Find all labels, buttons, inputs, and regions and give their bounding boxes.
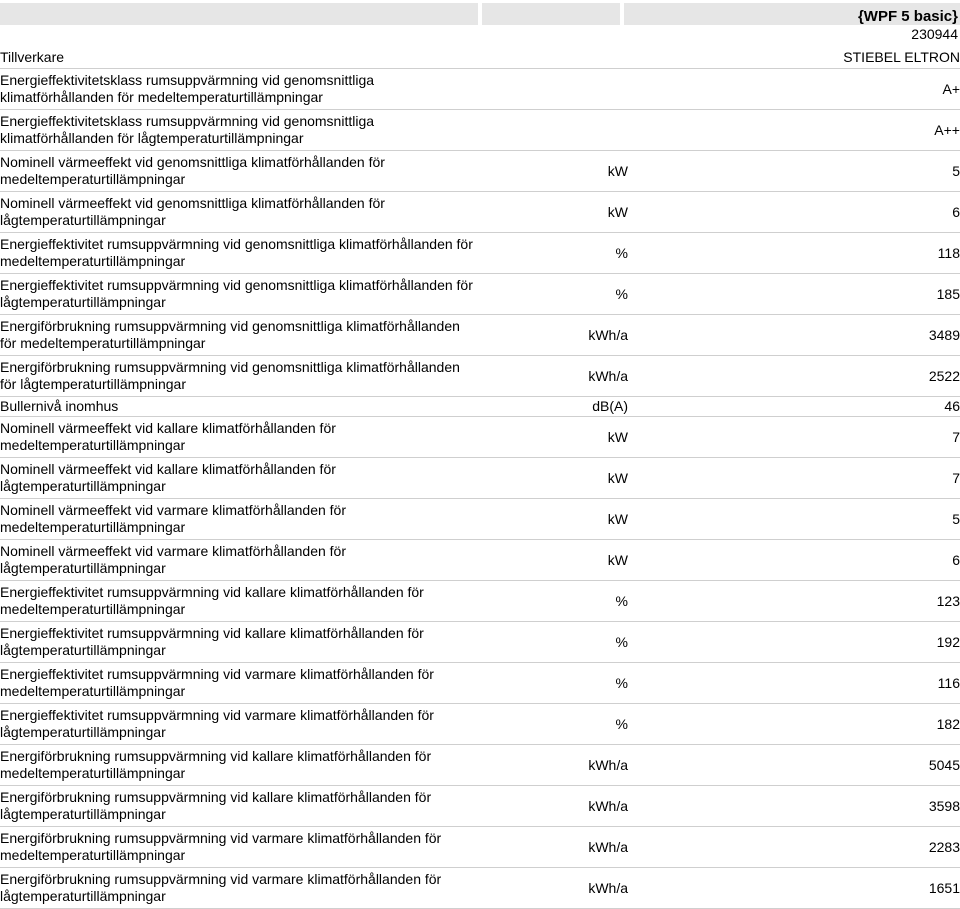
row-label: Energieffektivitetsklass rumsuppvärmning vid genomsnittliga klimatförhållanden för lågtemperaturtillämpningar [0, 110, 480, 151]
row-value: 182 [628, 704, 960, 745]
row-unit: kW [480, 192, 628, 233]
row-label: Nominell värmeeffekt vid genomsnittliga klimatförhållanden för lågtemperaturtillämpningar [0, 192, 480, 233]
row-value: 118 [628, 233, 960, 274]
row-unit: kW [480, 458, 628, 499]
row-label: Nominell värmeeffekt vid kallare klimatförhållanden för lågtemperaturtillämpningar [0, 458, 480, 499]
row-value: 1651 [628, 868, 960, 909]
row-label: Energieffektivitet rumsuppvärmning vid genomsnittliga klimatförhållanden för lågtemperaturtillämpningar [0, 274, 480, 315]
table-row [0, 868, 960, 909]
table-row [0, 356, 960, 397]
row-unit: % [480, 274, 628, 315]
row-unit: kWh/a [480, 315, 628, 356]
row-label: Energieffektivitet rumsuppvärmning vid genomsnittliga klimatförhållanden för medeltemperaturtillämpningar [0, 233, 480, 274]
row-value: 116 [628, 663, 960, 704]
row-value: 3598 [628, 786, 960, 827]
row-value: 7 [628, 458, 960, 499]
table-row [0, 397, 960, 417]
row-value: 6 [628, 540, 960, 581]
table-row [0, 192, 960, 233]
row-label: Energieffektivitet rumsuppvärmning vid kallare klimatförhållanden för medeltemperaturtillämpningar [0, 581, 480, 622]
article-number: 230944 [911, 26, 958, 42]
row-unit: kW [480, 151, 628, 192]
row-value: 185 [628, 274, 960, 315]
row-unit: kW [480, 417, 628, 458]
model-name: {WPF 5 basic} [857, 8, 958, 25]
table-row [0, 663, 960, 704]
table-row [0, 458, 960, 499]
row-label: Nominell värmeeffekt vid varmare klimatförhållanden för lågtemperaturtillämpningar [0, 540, 480, 581]
row-label: Tillverkare [0, 47, 480, 69]
row-label: Energiförbrukning rumsuppvärmning vid varmare klimatförhållanden för medeltemperaturtillämpningar [0, 827, 480, 868]
header-cell-label [0, 3, 478, 25]
table-row [0, 581, 960, 622]
row-unit: kW [480, 540, 628, 581]
row-value: 5 [628, 151, 960, 192]
table-row [0, 233, 960, 274]
row-unit [480, 110, 628, 151]
row-unit: dB(A) [480, 397, 628, 417]
table-row [0, 315, 960, 356]
table-row [0, 110, 960, 151]
table-row [0, 786, 960, 827]
row-value: 7 [628, 417, 960, 458]
row-value: A+ [628, 69, 960, 110]
row-unit: kWh/a [480, 745, 628, 786]
table-row [0, 274, 960, 315]
table-row [0, 151, 960, 192]
row-unit: % [480, 622, 628, 663]
row-label: Bullernivå inomhus [0, 397, 480, 417]
row-label: Energiförbrukning rumsuppvärmning vid varmare klimatförhållanden för lågtemperaturtillämpningar [0, 868, 480, 909]
row-label: Energiförbrukning rumsuppvärmning vid genomsnittliga klimatförhållanden för lågtemperaturtillämpningar [0, 356, 480, 397]
row-label: Nominell värmeeffekt vid kallare klimatförhållanden för medeltemperaturtillämpningar [0, 417, 480, 458]
table-row [0, 622, 960, 663]
row-unit [480, 47, 628, 69]
row-value: 5045 [628, 745, 960, 786]
row-label: Energieffektivitet rumsuppvärmning vid varmare klimatförhållanden för lågtemperaturtillämpningar [0, 704, 480, 745]
row-unit: % [480, 704, 628, 745]
row-value: STIEBEL ELTRON [628, 47, 960, 69]
row-value: A++ [628, 110, 960, 151]
row-value: 123 [628, 581, 960, 622]
row-unit: % [480, 581, 628, 622]
header-cell-unit [482, 3, 620, 25]
row-unit: kWh/a [480, 868, 628, 909]
spec-table [0, 47, 960, 909]
table-row [0, 540, 960, 581]
table-row [0, 47, 960, 69]
row-unit: kWh/a [480, 356, 628, 397]
row-value: 192 [628, 622, 960, 663]
row-label: Energiförbrukning rumsuppvärmning vid kallare klimatförhållanden för medeltemperaturtillämpningar [0, 745, 480, 786]
spec-table-body [0, 47, 960, 909]
row-label: Nominell värmeeffekt vid genomsnittliga klimatförhållanden för medeltemperaturtillämpningar [0, 151, 480, 192]
row-value: 6 [628, 192, 960, 233]
row-label: Energieffektivitet rumsuppvärmning vid kallare klimatförhållanden för lågtemperaturtillämpningar [0, 622, 480, 663]
row-label: Energiförbrukning rumsuppvärmning vid genomsnittliga klimatförhållanden för medeltemperaturtillämpningar [0, 315, 480, 356]
row-label: Energieffektivitetsklass rumsuppvärmning vid genomsnittliga klimatförhållanden för medeltemperaturtillämpningar [0, 69, 480, 110]
table-row [0, 69, 960, 110]
row-label: Energiförbrukning rumsuppvärmning vid kallare klimatförhållanden för lågtemperaturtillämpningar [0, 786, 480, 827]
table-row [0, 745, 960, 786]
row-label: Nominell värmeeffekt vid varmare klimatförhållanden för medeltemperaturtillämpningar [0, 499, 480, 540]
row-label: Energieffektivitet rumsuppvärmning vid varmare klimatförhållanden för medeltemperaturtillämpningar [0, 663, 480, 704]
row-value: 2283 [628, 827, 960, 868]
row-value: 5 [628, 499, 960, 540]
row-unit: kW [480, 499, 628, 540]
row-unit: % [480, 233, 628, 274]
row-unit [480, 69, 628, 110]
table-row [0, 499, 960, 540]
table-row [0, 827, 960, 868]
row-value: 2522 [628, 356, 960, 397]
row-value: 3489 [628, 315, 960, 356]
row-unit: kWh/a [480, 786, 628, 827]
row-value: 46 [628, 397, 960, 417]
header-bar [0, 3, 960, 25]
row-unit: % [480, 663, 628, 704]
row-unit: kWh/a [480, 827, 628, 868]
table-row [0, 417, 960, 458]
table-row [0, 704, 960, 745]
header-cell-value [624, 3, 960, 25]
